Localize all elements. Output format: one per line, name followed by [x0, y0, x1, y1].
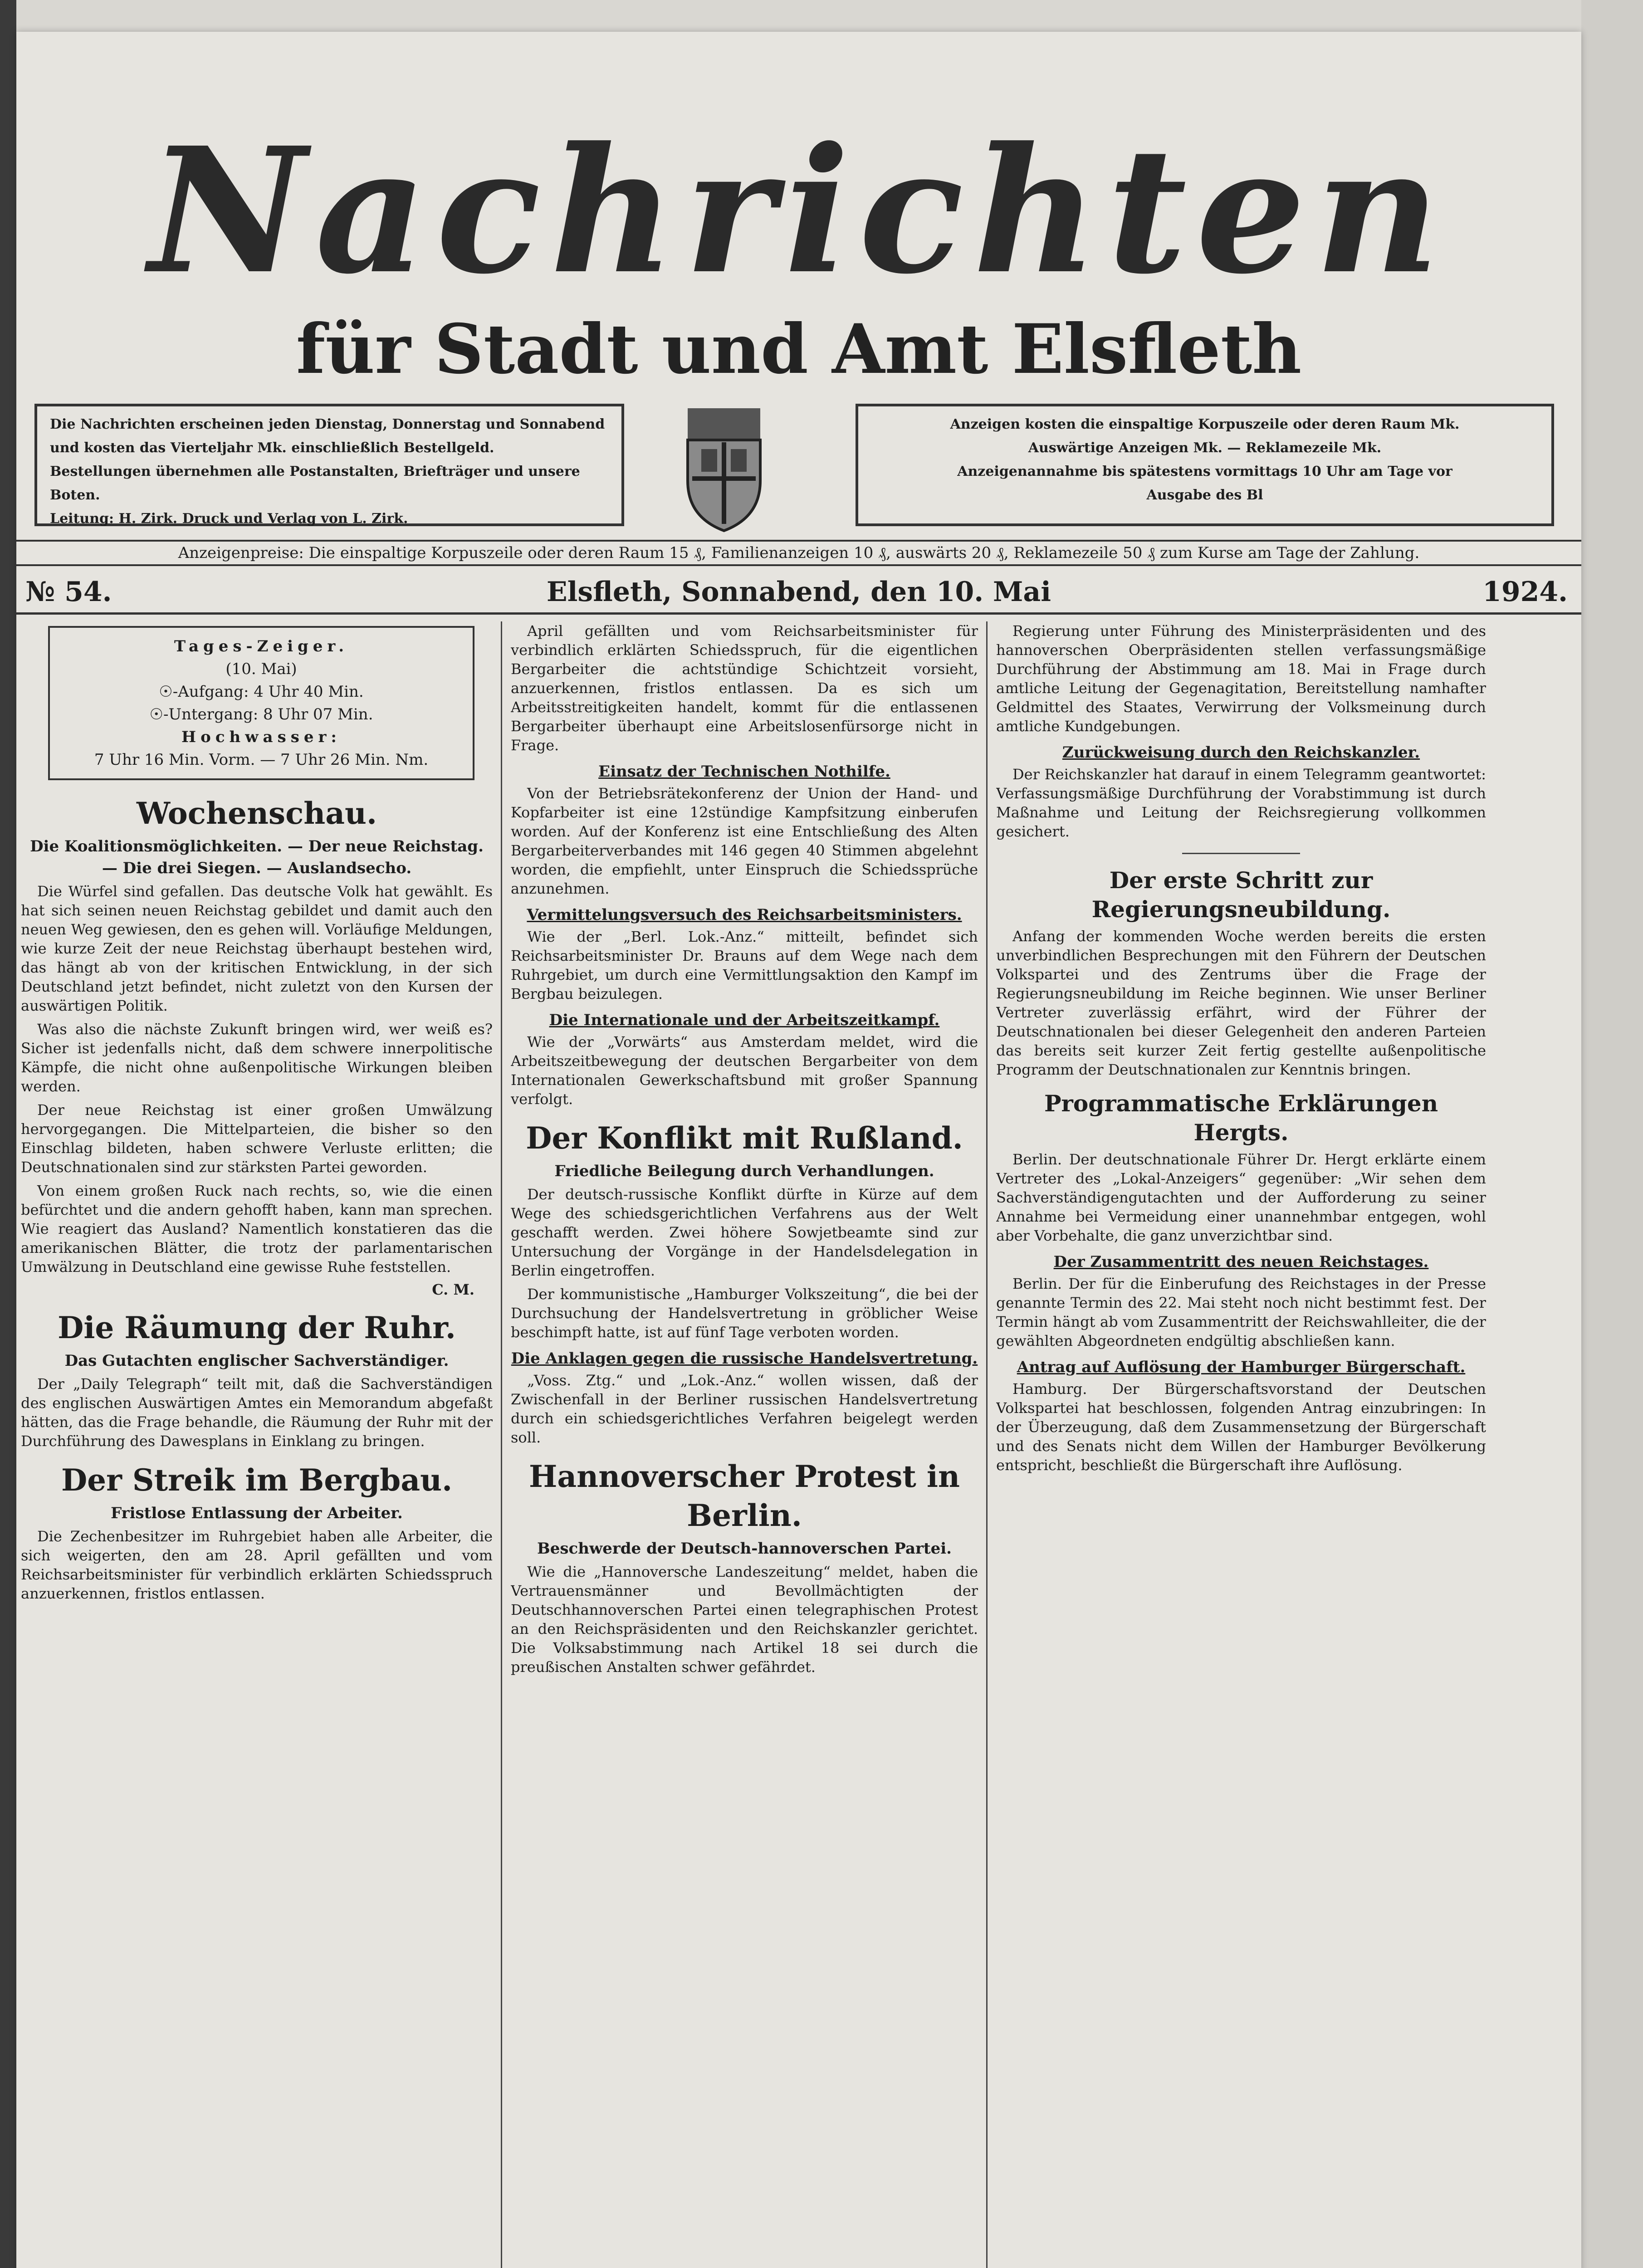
info-line: Die Nachrichten erscheinen jeden Dienstag, Donnerstag und Sonnabend: [50, 416, 605, 432]
issue-year: 1924.: [1482, 576, 1568, 608]
info-line: und kosten das Vierteljahr Mk. einschließlich Bestellgeld.: [50, 440, 494, 456]
wochenschau-headline: Wochenschau.: [137, 796, 377, 831]
bergbau-subhead: Fristlose Entlassung der Arbeiter.: [111, 1504, 403, 1522]
dateline: [16, 572, 1581, 615]
section-heading: Der Zusammentritt des neuen Reichstages.: [1053, 1253, 1429, 1271]
column-rule: [986, 621, 988, 2268]
article-paragraph: Hamburg. Der Bürgerschaftsvorstand der Deutschen Volkspartei hat beschlossen, folgenden Antrag einzubringen: In der Überzeugung, daß dem Zusammensetzung der Bürgerschaft und des Senats nicht dem Willen der Hamburger Bevölkerung entspricht, beschließt die Bürgerschaft ihre Auflösung.: [996, 1380, 1486, 1474]
section-heading: Einsatz der Technischen Nothilfe.: [598, 763, 890, 781]
article-paragraph: Die Zechenbesitzer im Ruhrgebiet haben alle Arbeiter, die sich weigerten, den am 28. April gefällten und vom Reichsarbeitsminister für verbindlich erklärten Schiedsspruch anzuerkennen, fristlos entlassen.: [21, 1528, 493, 1602]
tageszeiger-heading: Tages-Zeiger.: [174, 637, 349, 655]
tide-heading: Hochwasser:: [181, 728, 341, 746]
article-paragraph: Der Reichskanzler hat darauf in einem Telegramm geantwortet: Verfassungsmäßige Durchführung der Vorabstimmung ist durch Maßnahme und Leitung der Reichsregierung vollkommen gesichert.: [996, 766, 1486, 840]
sunrise-text: ☉-Aufgang: 4 Uhr 40 Min.: [159, 683, 364, 701]
column-2: [511, 621, 978, 2268]
russland-headline: Der Konflikt mit Rußland.: [526, 1120, 963, 1156]
ruhr-subhead: Das Gutachten englischer Sachverständiger.: [64, 1352, 449, 1370]
article-paragraph: Von einem großen Ruck nach rechts, so, wie die einen befürchtet und die andern gehofft haben, kann man sprechen. Wie reagiert das Ausland? Namentlich konstatieren das die amerikanischen Blätter, die trotz der parlamentarischen Umwälzung in Deutschland eine gewisse Ruhe feststellen.: [21, 1182, 493, 1276]
column-1: [21, 621, 493, 2268]
article-paragraph: Anfang der kommenden Woche werden bereits die ersten unverbindlichen Besprechungen mit den Führern der Deutschen Volkspartei und des Zentrums über die Frage der Regierungsneubildung im Reiche beginnen. Wie unser Berliner Vertreter zuverlässig erfährt, wird der Führer der Deutschnationalen bei dieser Gelegenheit den anderen Parteien das bereits seit kurzer Zeit fertig gestellte außenpolitische Programm der Deutschnationalen zur Kenntnis bringen.: [996, 928, 1486, 1078]
masthead-subtitle: für Stadt und Amt Elsfleth: [296, 309, 1302, 389]
scan-edge-right: [1581, 0, 1643, 2268]
info-line: Leitung: H. Zirk. Druck und Verlag von L. Zirk.: [50, 511, 408, 527]
column-3: [996, 621, 1486, 2268]
tide-text: 7 Uhr 16 Min. Vorm. — 7 Uhr 26 Min. Nm.: [94, 751, 429, 769]
article-paragraph: Wie der „Vorwärts“ aus Amsterdam meldet, wird die Arbeitszeitbewegung der deutschen Bergarbeiter von dem Internationalen Gewerkschaftsbund mit großer Spannung verfolgt.: [511, 1033, 978, 1108]
regierungsbildung-headline: Der erste Schritt zur Regierungsneubildung.: [1091, 867, 1391, 923]
hannover-subhead: Beschwerde der Deutsch-hannoverschen Partei.: [537, 1540, 952, 1558]
info-line: Anzeigen kosten die einspaltige Korpuszeile oder deren Raum Mk.: [950, 416, 1460, 432]
section-heading: Die Internationale und der Arbeitszeitkampf.: [549, 1011, 940, 1029]
article-paragraph: Was also die nächste Zukunft bringen wird, wer weiß es? Sicher ist jedenfalls nicht, daß dem schwere innerpolitische Kämpfe, die nicht ohne außenpolitische Wirkungen bleiben werden.: [21, 1021, 493, 1095]
hannover-headline: Hannoverscher Protest in Berlin.: [529, 1459, 960, 1533]
article-paragraph: Regierung unter Führung des Ministerpräsidenten und des hannoverschen Oberpräsidenten stellen verfassungsmäßige Durchführung der Abstimmung am 18. Mai in Frage durch amtliche Leitung der Gegenagitation, Bereitstellung namhafter Geldmittel des Staates, Verwirrung der Volksmeinung durch amtliche Kundgebungen.: [996, 622, 1486, 735]
masthead-title: Nachrichten: [148, 109, 1449, 312]
advertising-info-box: [856, 404, 1554, 526]
info-line: Anzeigenannahme bis spätestens vormittags 10 Uhr am Tage vor: [957, 464, 1452, 479]
bergbau-headline: Der Streik im Bergbau.: [61, 1462, 453, 1498]
scan-edge-left: [0, 0, 16, 2268]
section-heading: Die Anklagen gegen die russische Handelsvertretung.: [511, 1349, 978, 1368]
info-line: Ausgabe des Bl: [1146, 487, 1263, 503]
ruhr-headline: Die Räumung der Ruhr.: [58, 1310, 456, 1345]
article-paragraph: Der neue Reichstag ist einer großen Umwälzung hervorgegangen. Die Mittelparteien, die bisher so den Einschlag bildeten, haben schwere Verluste erlitten; die Deutschnationalen sind zur stärksten Partei geworden.: [21, 1101, 493, 1176]
article-paragraph: Die Würfel sind gefallen. Das deutsche Volk hat gewählt. Es hat sich seinen neuen Reichstag gebildet und damit auch den neuen Weg gewiesen, den es gehen will. Vorläufige Meldungen, wie kurze Zeit der neue Reichstag überhaupt bestehen wird, das hängt ab von der kritischen Entwicklung, in der sich Deutschland jetzt befindet, nicht zuletzt von den Kursen der auswärtigen Politik.: [21, 883, 493, 1014]
article-divider: [1182, 853, 1300, 854]
info-line: Auswärtige Anzeigen Mk. — Reklamezeile Mk.: [1028, 440, 1382, 456]
tageszeiger-box: [48, 626, 474, 780]
author-signature: C. M.: [432, 1281, 474, 1298]
wochenschau-subhead: Die Koalitionsmöglichkeiten. — Der neue Reichstag. — Die drei Siegen. — Auslandsecho.: [30, 837, 484, 877]
section-heading: Zurückweisung durch den Reichskanzler.: [1062, 743, 1420, 762]
subscription-info-box: [34, 404, 624, 526]
newspaper-page: [16, 32, 1581, 2268]
article-paragraph: Der „Daily Telegraph“ teilt mit, daß die Sachverständigen des englischen Auswärtigen Amtes ein Memorandum abgefaßt hätten, das die Frage behandle, die Räumung der Ruhr mit der Durchführung des Dawesplans in Einklang zu bringen.: [21, 1375, 493, 1450]
article-paragraph: Von der Betriebsrätekonferenz der Union der Hand- und Kopfarbeiter ist eine 12stündige Kampfsitzung einberufen worden. Auf der Konferenz ist eine Entschließung des Alten Bergarbeiterverbandes mit 146 gegen 40 Stimmen abgelehnt worden, die empfiehlt, unter Einspruch die Schiedssprüche anzunehmen.: [511, 785, 978, 897]
info-line: Bestellungen übernehmen alle Postanstalten, Briefträger und unsere Boten.: [50, 464, 580, 503]
sunset-text: ☉-Untergang: 8 Uhr 07 Min.: [149, 705, 373, 723]
article-paragraph: Der deutsch-russische Konflikt dürfte in Kürze auf dem Wege des schiedsgerichtlichen Verfahrens aus der Welt geschafft werden. Zwei höhere Sowjetbeamte sind zur Untersuchung der Vorgänge in der Handelsdelegation in Berlin eingetroffen.: [511, 1186, 978, 1279]
article-paragraph: Wie die „Hannoversche Landeszeitung“ meldet, haben die Vertrauensmänner und Bevollmächtigten der Deutschhannoverschen Partei einen telegraphischen Protest an den Reichspräsidenten und den Reichskanzler gerichtet. Die Volksabstimmung nach Artikel 18 sei durch die preußischen Anstalten schwer gefährdet.: [511, 1563, 978, 1676]
issue-number: № 54.: [25, 576, 112, 608]
section-heading: Vermittelungsversuch des Reichsarbeitsministers.: [527, 906, 962, 924]
article-paragraph: Der kommunistische „Hamburger Volkszeitung“, die bei der Durchsuchung der Handelsvertretung in gröblicher Weise beschimpft hatte, ist auf fünf Tage verboten worden.: [511, 1286, 978, 1341]
hergt-headline: Programmatische Erklärungen Hergts.: [1044, 1090, 1438, 1146]
article-paragraph: „Voss. Ztg.“ und „Lok.-Anz.“ wollen wissen, daß der Zwischenfall in der Berliner russischen Handelsvertretung durch ein schiedsgerichtliches Verfahren beigelegt werden soll.: [511, 1372, 978, 1446]
place-date: Elsfleth, Sonnabend, den 10. Mai: [546, 576, 1051, 608]
tageszeiger-date: (10. Mai): [225, 660, 297, 678]
advertising-price-bar: Anzeigenpreise: Die einspaltige Korpuszeile oder deren Raum 15 ₰, Familienanzeigen 10 ₰, auswärts 20 ₰, Reklamezeile 50 ₰ zum Kurse am Tage der Zahlung.: [16, 540, 1581, 566]
article-paragraph: Berlin. Der für die Einberufung des Reichstages in der Presse genannte Termin des 22. Mai steht noch nicht bestimmt fest. Der Termin hängt ab vom Zusammentritt der Reichswahlleiter, die der gewählten Abgeordneten endgültig abschließen kann.: [996, 1275, 1486, 1349]
article-paragraph: Berlin. Der deutschnationale Führer Dr. Hergt erklärte einem Vertreter des „Lokal-Anzeigers“ gegenüber: „Wir sehen dem Sachverständigengutachten und der Aufforderung zu seiner Annahme bei Vermeidung einer unannehmbar entgegen, wohl aber Vorbehalte, die ganz unverzichtbar sind.: [996, 1151, 1486, 1244]
column-rule: [501, 621, 502, 2268]
coat-of-arms-icon: [679, 399, 769, 535]
section-heading: Antrag auf Auflösung der Hamburger Bürgerschaft.: [1017, 1358, 1466, 1376]
article-paragraph: Wie der „Berl. Lok.-Anz.“ mitteilt, befindet sich Reichsarbeitsminister Dr. Brauns auf dem Wege nach dem Ruhrgebiet, um durch eine Vermittlungsaktion den Kampf im Bergbau beizulegen.: [511, 928, 978, 1002]
article-paragraph: April gefällten und vom Reichsarbeitsminister für verbindlich erklärten Schiedsspruch, für die eigentlichen Bergarbeiter die achtstündige Schichtzeit vorsieht, anzuerkennen, fristlos entlassen. Da es sich um Arbeitsstreitigkeiten handelt, kommt für die entlassenen Bergarbeiter überhaupt eine Arbeitslosenfürsorge nicht in Frage.: [511, 622, 978, 754]
russland-subhead: Friedliche Beilegung durch Verhandlungen.: [554, 1162, 934, 1180]
